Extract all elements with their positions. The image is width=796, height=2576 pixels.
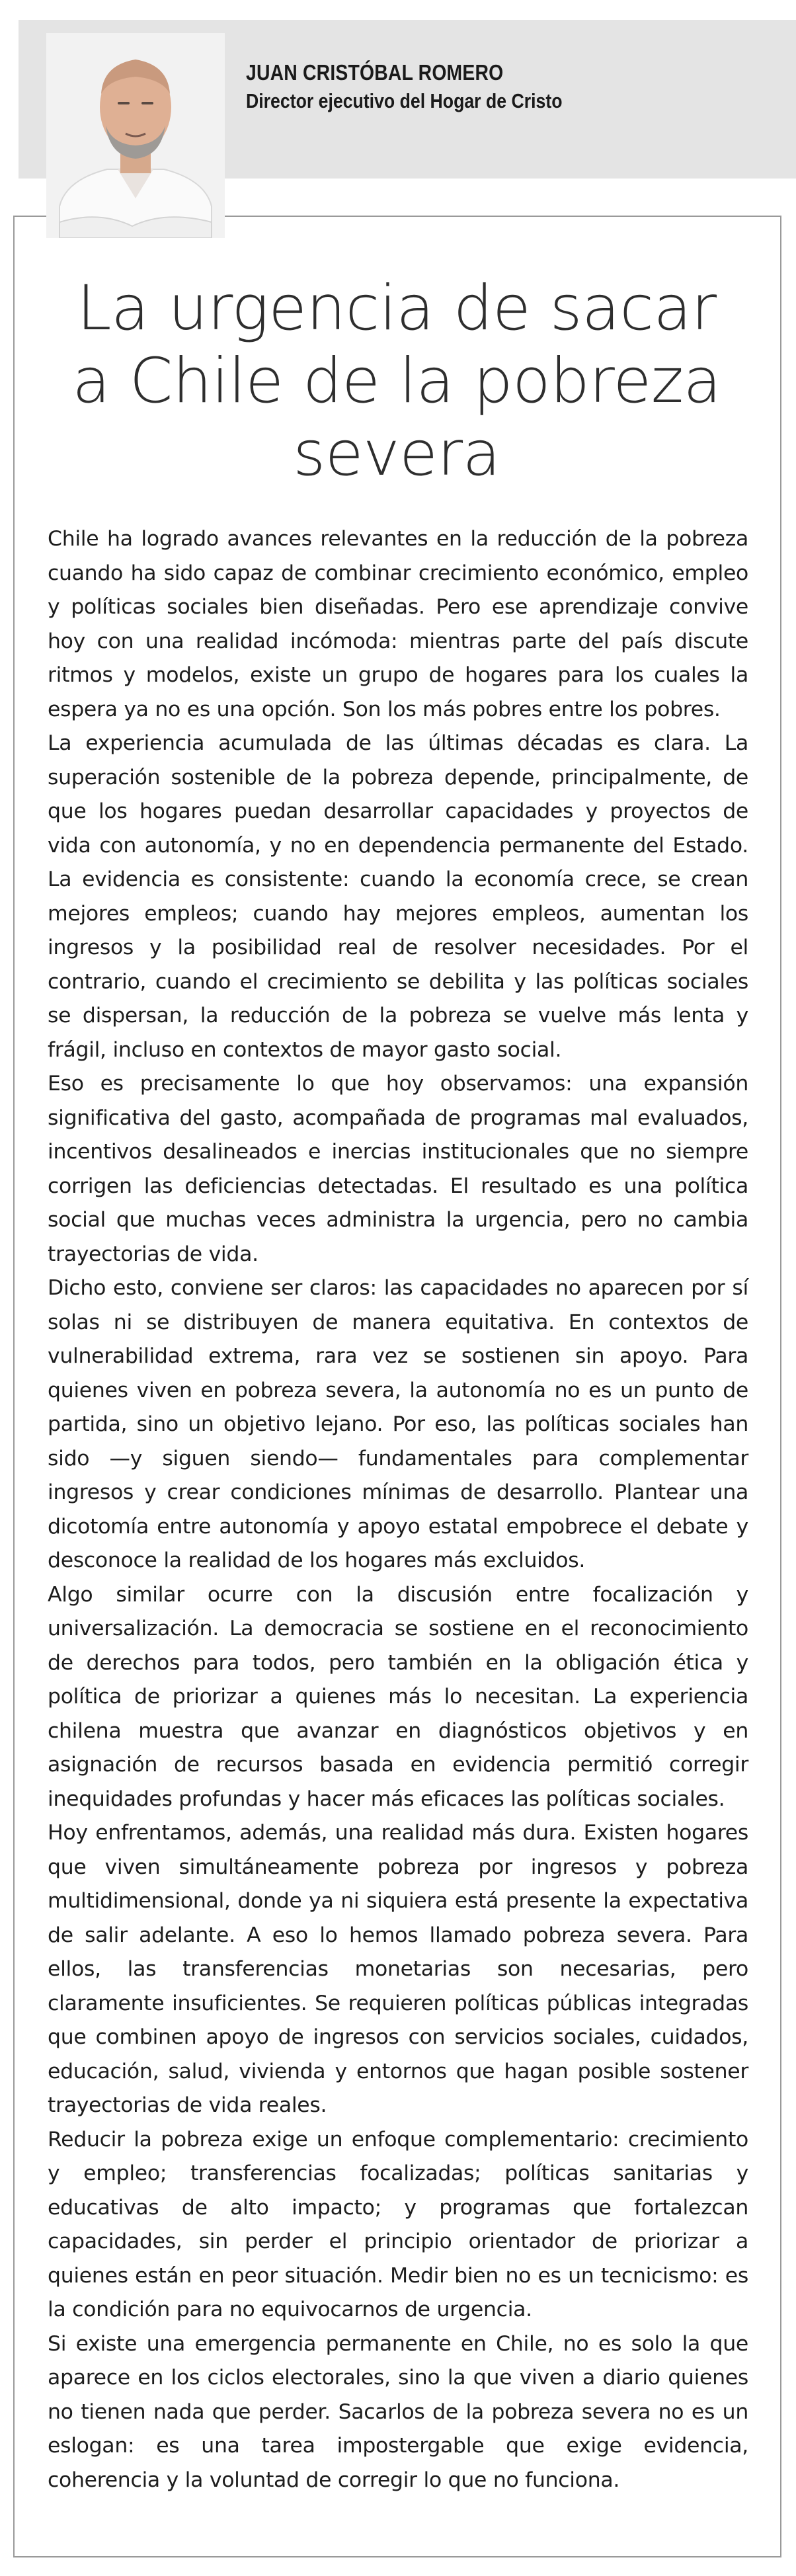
paragraph: La experiencia acumulada de las últimas décadas es clara. La superación sostenible de la pobreza depende, principalmente, de que los hogares puedan desarrollar capacidades y proyectos de vida con autonomía, y no en dependencia permanente del Estado. La evidencia es consistente: cuando la economía crece, se crean mejores empleos; cuando hay mejores empleos, aumentan los ingresos y la posibilidad real de resolver necesidades. Por el contrario, cuando el crecimiento se debilita y las políticas sociales se dispersan, la reducción de la pobreza se vuelve más lenta y frágil, incluso en contextos de mayor gasto social. (48, 731, 748, 1062)
author-portrait-image (46, 33, 225, 238)
article-body (48, 522, 748, 2497)
paragraph: Dicho esto, conviene ser claros: las capacidades no aparecen por sí solas ni se distribuyen de manera equitativa. En contextos de vulnerabilidad extrema, rara vez se sostienen sin apoyo. Para quienes viven en pobreza severa, la autonomía no es un punto de partida, sino un objetivo lejano. Por eso, las políticas sociales han sido —y siguen siendo— fundamentales para complementar ingresos y crear condiciones mínimas de desarrollo. Plantear una dicotomía entre autonomía y apoyo estatal empobrece el debate y desconoce la realidad de los hogares más excluidos. (48, 1276, 748, 1572)
paragraph: Si existe una emergencia permanente en Chile, no es solo la que aparece en los ciclos electorales, sino la que viven a diario quienes no tienen nada que perder. Sacarlos de la pobreza severa no es un eslogan: es una tarea impostergable que exige evidencia, coherencia y la voluntad de corregir lo que no funciona. (48, 2331, 748, 2492)
byline (246, 58, 614, 115)
paragraph: Chile ha logrado avances relevantes en la reducción de la pobreza cuando ha sido capaz de combinar crecimiento económico, empleo y políticas sociales bien diseñadas. Pero ese aprendizaje convive hoy con una realidad incómoda: mientras parte del país discute ritmos y modelos, existe un grupo de hogares para los cuales la espera ya no es una opción. Son los más pobres entre los pobres. (48, 527, 748, 721)
paragraph: Algo similar ocurre con la discusión entre focalización y universalización. La democracia se sostiene en el reconocimiento de derechos para todos, pero también en la obligación ética y política de priorizar a quienes más lo necesitan. La experiencia chilena muestra que avanzar en diagnósticos objetivos y en asignación de recursos basada en evidencia permitió corregir inequidades profundas y hacer más eficaces las políticas sociales. (48, 1582, 748, 1811)
author-role: Director ejecutivo del Hogar de Cristo (246, 89, 563, 112)
paragraph: Eso es precisamente lo que hoy observamos: una expansión significativa del gasto, acompañada de programas mal evaluados, incentivos desalineados e inercias institucionales que no siempre corrigen las deficiencias detectadas. El resultado es una política social que muchas veces administra la urgencia, pero no cambia trayectorias de vida. (48, 1072, 748, 1266)
paragraph: Reducir la pobreza exige un enfoque complementario: crecimiento y empleo; transferencias focalizadas; políticas sanitarias y educativas de alto impacto; y programas que fortalezcan capacidades, sin perder el principio orientador de priorizar a quienes están en peor situación. Medir bien no es un tecnicismo: es la condición para no equivocarnos de urgencia. (48, 2127, 748, 2321)
author-photo (46, 33, 225, 238)
author-name: JUAN CRISTÓBAL ROMERO (246, 60, 504, 85)
headline: La urgencia de sacar a Chile de la pobreza severa (72, 272, 721, 490)
paragraph: Hoy enfrentamos, además, una realidad más dura. Existen hogares que viven simultáneamente pobreza por ingresos y pobreza multidimensional, donde ya ni siquiera está presente la expectativa de salir adelante. A eso lo hemos llamado pobreza severa. Para ellos, las transferencias monetarias son necesarias, pero claramente insuficientes. Se requieren políticas públicas integradas que combinen apoyo de ingresos con servicios sociales, cuidados, educación, salud, vivienda y entornos que hagan posible sostener trayectorias de vida reales. (48, 1821, 748, 2117)
